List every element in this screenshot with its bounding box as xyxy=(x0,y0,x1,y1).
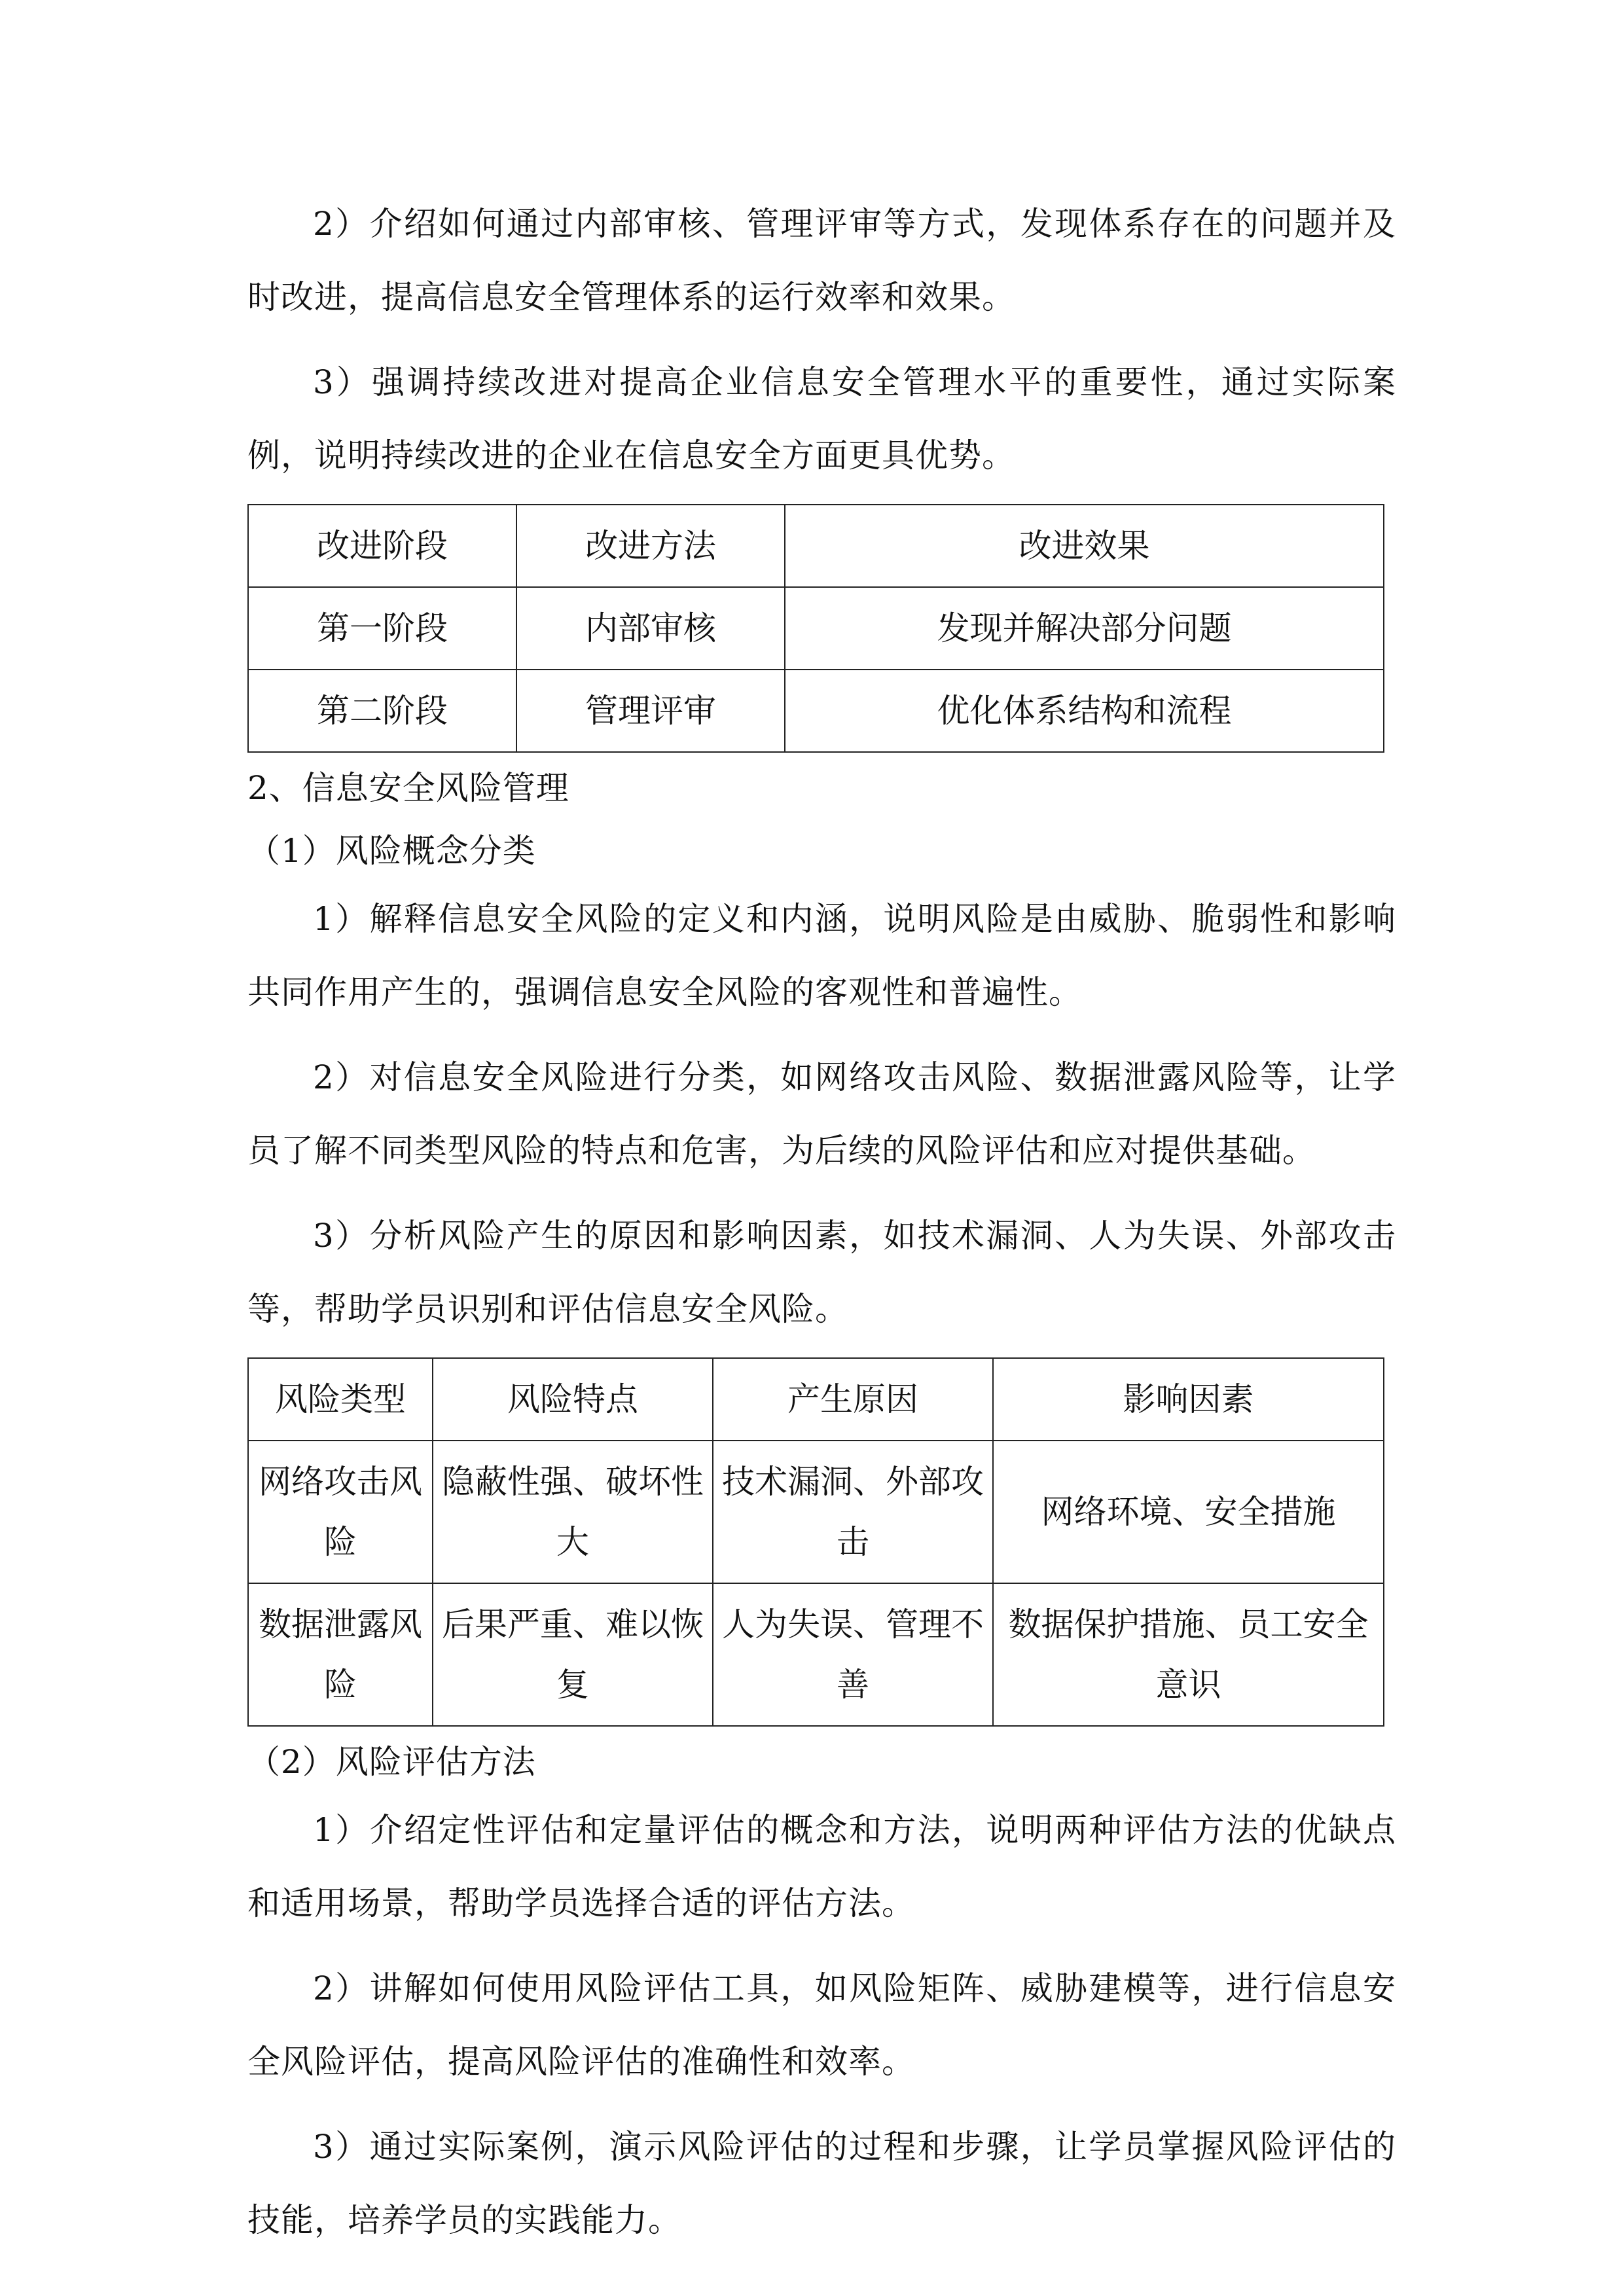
table-cell: 第二阶段 xyxy=(248,670,516,752)
table-cell: 后果严重、难以恢复 xyxy=(433,1583,713,1726)
table-row xyxy=(248,670,1384,752)
paragraph: 1）解释信息安全风险的定义和内涵，说明风险是由威胁、脆弱性和影响共同作用产生的，强调信息安全风险的客观性和普遍性。 xyxy=(247,900,1396,1011)
table-header-cell: 影响因素 xyxy=(993,1358,1384,1441)
risk-table xyxy=(247,1357,1384,1727)
table-header-row xyxy=(248,505,1384,587)
section-heading: 2、信息安全风险管理 xyxy=(247,769,569,807)
table-cell: 内部审核 xyxy=(516,587,785,670)
paragraph: 2）对信息安全风险进行分类，如网络攻击风险、数据泄露风险等，让学员了解不同类型风险的特点和危害，为后续的风险评估和应对提供基础。 xyxy=(247,1058,1396,1170)
table-header-cell: 风险类型 xyxy=(248,1358,433,1441)
table-row xyxy=(248,1441,1384,1583)
table-cell: 优化体系结构和流程 xyxy=(785,670,1384,752)
subsection-heading: （1）风险概念分类 xyxy=(247,832,536,870)
table-cell: 数据保护措施、员工安全意识 xyxy=(993,1583,1384,1726)
table-row xyxy=(248,1583,1384,1726)
table-cell: 网络环境、安全措施 xyxy=(993,1441,1384,1583)
table-cell: 人为失误、管理不善 xyxy=(713,1583,993,1726)
subsection-heading: （2）风险评估方法 xyxy=(247,1743,536,1781)
table-cell: 第一阶段 xyxy=(248,587,516,670)
paragraph: 2）讲解如何使用风险评估工具，如风险矩阵、威胁建模等，进行信息安全风险评估，提高风险评估的准确性和效率。 xyxy=(247,1969,1396,2081)
paragraph: 3）强调持续改进对提高企业信息安全管理水平的重要性，通过实际案例，说明持续改进的企业在信息安全方面更具优势。 xyxy=(247,363,1396,475)
table-cell: 网络攻击风险 xyxy=(248,1441,433,1583)
paragraph: 3）通过实际案例，演示风险评估的过程和步骤，让学员掌握风险评估的技能，培养学员的实践能力。 xyxy=(247,2128,1396,2239)
table-header-cell: 风险特点 xyxy=(433,1358,713,1441)
table-cell: 技术漏洞、外部攻击 xyxy=(713,1441,993,1583)
improvement-table xyxy=(247,504,1384,753)
table-row xyxy=(248,587,1384,670)
table-cell: 发现并解决部分问题 xyxy=(785,587,1384,670)
paragraph: 1）介绍定性评估和定量评估的概念和方法，说明两种评估方法的优缺点和适用场景，帮助学员选择合适的评估方法。 xyxy=(247,1811,1396,1922)
table-cell: 管理评审 xyxy=(516,670,785,752)
table-header-cell: 改进阶段 xyxy=(248,505,516,587)
table-header-cell: 改进效果 xyxy=(785,505,1384,587)
table-header-row xyxy=(248,1358,1384,1441)
document-content xyxy=(247,187,1396,2269)
paragraph: 3）分析风险产生的原因和影响因素，如技术漏洞、人为失误、外部攻击等，帮助学员识别和评估信息安全风险。 xyxy=(247,1217,1396,1328)
paragraph: 2）介绍如何通过内部审核、管理评审等方式，发现体系存在的问题并及时改进，提高信息安全管理体系的运行效率和效果。 xyxy=(247,205,1396,316)
table-cell: 隐蔽性强、破坏性大 xyxy=(433,1441,713,1583)
table-header-cell: 产生原因 xyxy=(713,1358,993,1441)
table-cell: 数据泄露风险 xyxy=(248,1583,433,1726)
table-header-cell: 改进方法 xyxy=(516,505,785,587)
